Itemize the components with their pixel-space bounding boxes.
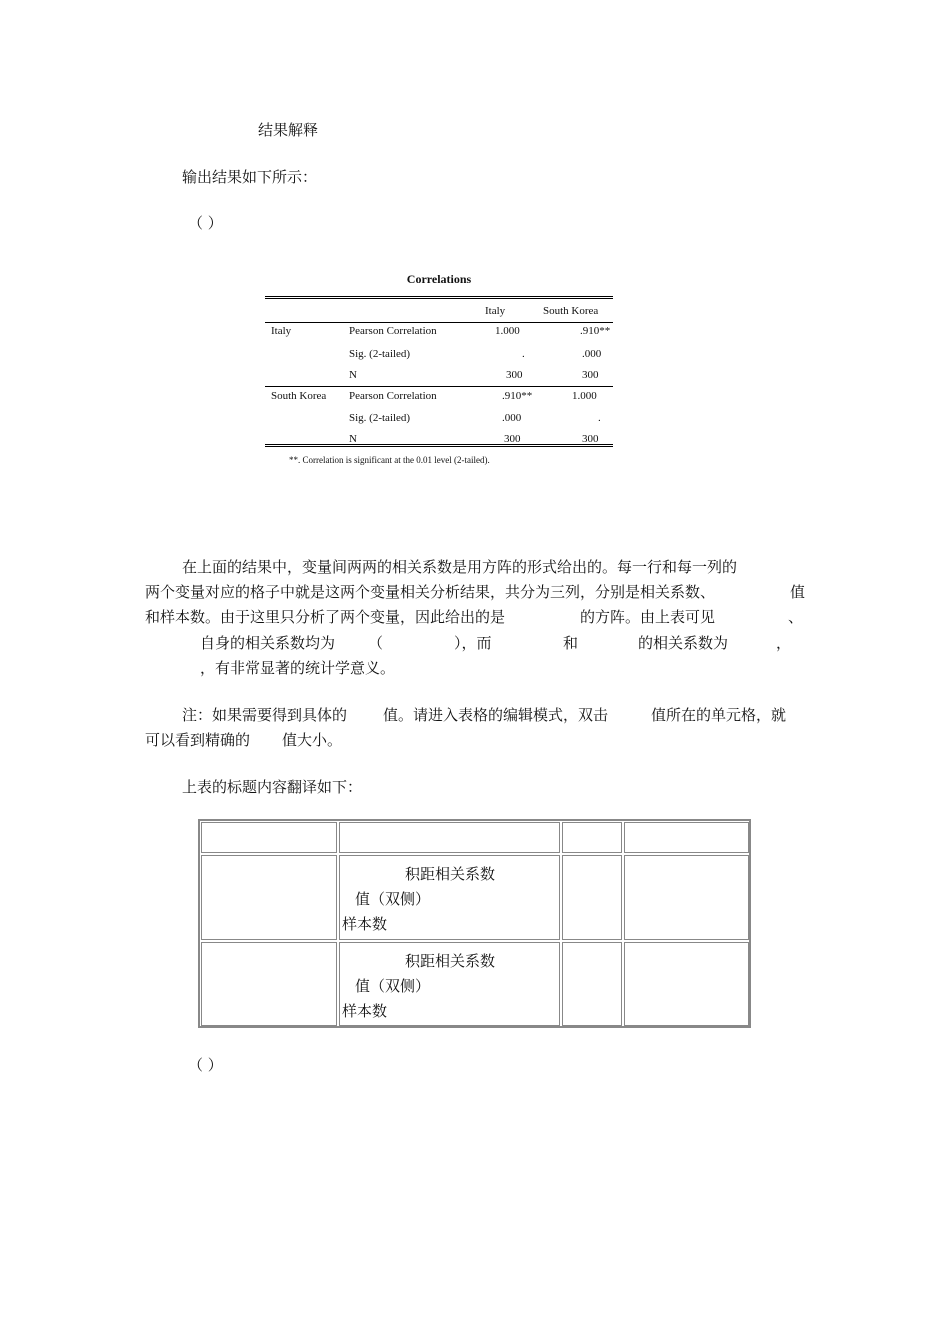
para1-line2-end: 值 <box>790 583 806 601</box>
col-header-italy: Italy <box>485 305 506 317</box>
translate-intro: 上表的标题内容翻译如下： <box>182 778 363 796</box>
tt-row1-sig: 值（双侧） <box>355 890 431 908</box>
para1-line3: 和样本数。由于这里只分析了两个变量，因此给出的是 <box>145 608 506 626</box>
correlations-title: Correlations <box>406 272 472 286</box>
table-bottom-rule <box>265 444 613 447</box>
cell-value: 300 <box>506 369 523 381</box>
para2-line2-b: 值大小。 <box>282 731 343 749</box>
para1-line4-d: 和 <box>563 634 579 652</box>
para1-line4-b: （ <box>368 634 384 652</box>
tt-row2-n: 样本数 <box>342 1002 388 1020</box>
para1-line4-c: ），而 <box>454 634 492 652</box>
cell-value: .910** <box>580 325 611 337</box>
para1-line2: 两个变量对应的格子中就是这两个变量相关分析结果，共分为三列，分别是相关系数、 <box>145 583 716 601</box>
stat-label: Pearson Correlation <box>349 390 437 402</box>
table-top-rule <box>265 296 613 299</box>
tt-header-cell <box>624 822 749 853</box>
cell-value: .910** <box>502 390 533 402</box>
stat-label: N <box>349 433 357 445</box>
para2-line1-c: 值所在的单元格，就 <box>651 706 787 724</box>
stat-label: N <box>349 369 357 381</box>
row-group-italy: Italy <box>271 325 292 337</box>
para1-line1: 在上面的结果中，变量间两两的相关系数是用方阵的形式给出的。每一行和每一列的 <box>182 558 738 576</box>
group-rule <box>265 386 613 387</box>
tt-row2-sig: 值（双侧） <box>355 977 431 995</box>
table-footnote: **. Correlation is significant at the 0.01 level (2-tailed). <box>289 455 490 465</box>
tt-row1-cell <box>562 855 622 940</box>
cell-value: 300 <box>582 369 599 381</box>
tt-row1-pearson: 积距相关系数 <box>405 865 496 883</box>
stat-label: Pearson Correlation <box>349 325 437 337</box>
para1-line4-e: 的相关系数为 <box>638 634 729 652</box>
paren-caption-top: （ ） <box>188 214 223 232</box>
cell-value: . <box>522 348 525 360</box>
translation-table <box>198 819 751 1028</box>
paren-caption-bottom: （ ） <box>188 1056 223 1074</box>
para1-line4-a: 自身的相关系数均为 <box>200 634 336 652</box>
cell-value: 1.000 <box>495 325 520 337</box>
tt-row2-cell <box>201 942 337 1026</box>
cell-value: . <box>598 412 601 424</box>
tt-row2-cell <box>562 942 622 1026</box>
tt-row2-pearson: 积距相关系数 <box>405 952 496 970</box>
section-heading: 结果解释 <box>258 121 319 139</box>
stat-label: Sig. (2-tailed) <box>349 348 411 360</box>
stat-label: Sig. (2-tailed) <box>349 412 411 424</box>
cell-value: 300 <box>504 433 521 445</box>
tt-row2-cell <box>624 942 749 1026</box>
row-group-south-korea: South Korea <box>271 390 327 402</box>
tt-header-cell <box>562 822 622 853</box>
header-rule <box>265 322 613 323</box>
para2-line2-a: 可以看到精确的 <box>145 731 251 749</box>
para1-line5: ，有非常显著的统计学意义。 <box>200 659 396 677</box>
tt-row1-cell <box>201 855 337 940</box>
tt-row1-n: 样本数 <box>342 915 388 933</box>
para1-line3-end: 、 <box>788 608 804 626</box>
tt-row1-cell <box>624 855 749 940</box>
intro-text: 输出结果如下所示： <box>182 168 318 186</box>
cell-value: .000 <box>502 412 522 424</box>
para2-line1-b: 值。请进入表格的编辑模式，双击 <box>383 706 609 724</box>
para1-line4-f: ， <box>776 634 792 652</box>
col-header-south-korea: South Korea <box>543 305 599 317</box>
tt-header-cell <box>339 822 560 853</box>
cell-value: 1.000 <box>572 390 597 402</box>
para1-line3-mid: 的方阵。由上表可见 <box>580 608 716 626</box>
cell-value: .000 <box>582 348 602 360</box>
para2-line1-a: 注：如果需要得到具体的 <box>182 706 348 724</box>
tt-header-cell <box>201 822 337 853</box>
cell-value: 300 <box>582 433 599 445</box>
